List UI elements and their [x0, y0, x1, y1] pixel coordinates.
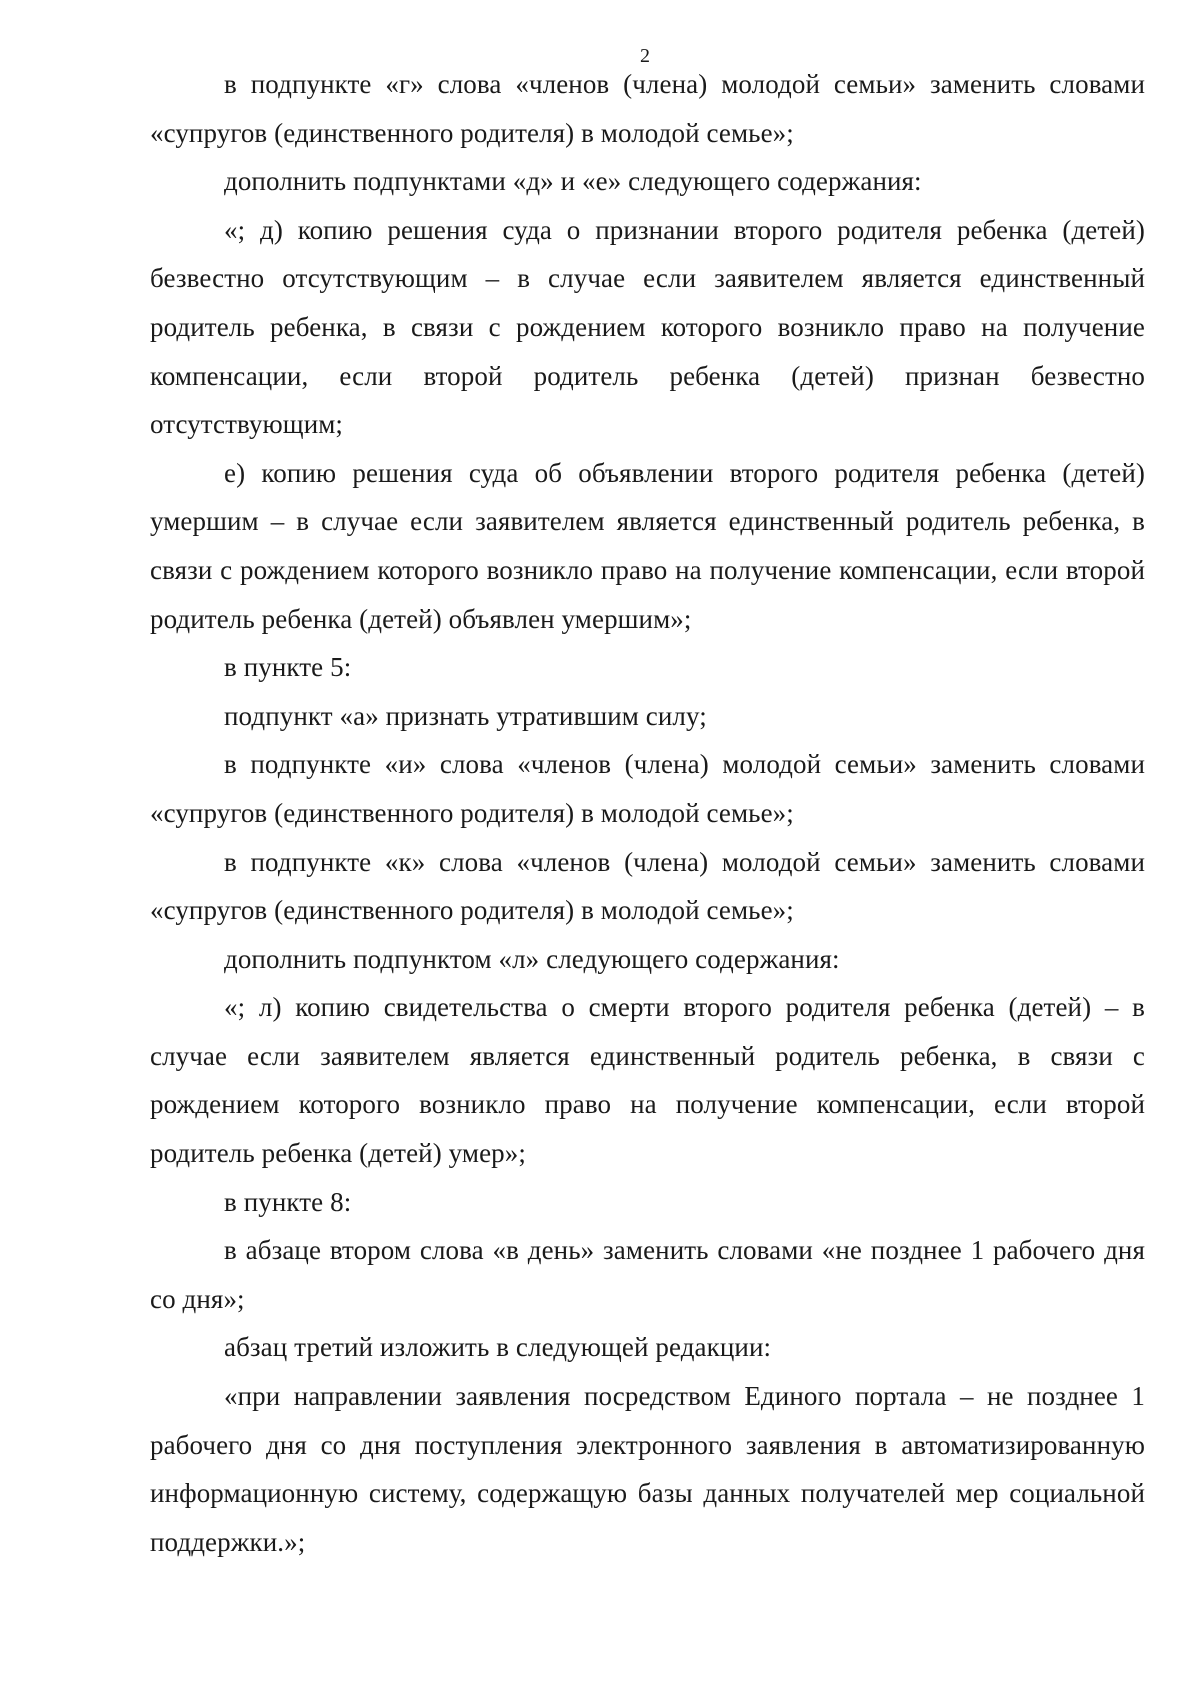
paragraph: дополнить подпунктом «л» следующего содержания:	[224, 943, 840, 974]
paragraph: в пункте 8:	[224, 1186, 352, 1217]
paragraph: в подпункте «и» слова «членов (члена) молодой семьи» заменить словами «супругов (единственного родителя) в молодой семье»;	[150, 749, 1145, 828]
paragraph: подпункт «а» признать утратившим силу;	[224, 700, 707, 731]
paragraph: «; д) копию решения суда о признании второго родителя ребенка (детей) безвестно отсутствующим – в случае если заявителем является единственный родитель ребенка, в связи с рождением которого возникло право на получение компенсации, если второй родитель ребенка (детей) признан безвестно отсутствующим;	[150, 214, 1145, 440]
page-number: 2	[640, 45, 650, 67]
paragraph: в абзаце втором слова «в день» заменить словами «не позднее 1 рабочего дня со дня»;	[150, 1235, 1145, 1314]
paragraph: в подпункте «г» слова «членов (члена) молодой семьи» заменить словами «супругов (единственного родителя) в молодой семье»;	[150, 69, 1145, 148]
document-body	[150, 60, 1145, 1566]
paragraph: в подпункте «к» слова «членов (члена) молодой семьи» заменить словами «супругов (единственного родителя) в молодой семье»;	[150, 846, 1145, 926]
paragraph: «при направлении заявления посредством Единого портала – не позднее 1 рабочего дня со дня поступления электронного заявления в автоматизированную информационную систему, содержащую базы данных получателей мер социальной поддержки.»;	[150, 1381, 1145, 1557]
paragraph: абзац третий изложить в следующей редакции:	[224, 1332, 772, 1363]
paragraph: дополнить подпунктами «д» и «е» следующего содержания:	[224, 166, 922, 197]
paragraph: «; л) копию свидетельства о смерти второго родителя ребенка (детей) – в случае если заявителем является единственный родитель ребенка, в связи с рождением которого возникло право на получение компенсации, если второй родитель ребенка (детей) умер»;	[150, 992, 1145, 1169]
paragraph: в пункте 5:	[224, 652, 352, 683]
paragraph: е) копию решения суда об объявлении второго родителя ребенка (детей) умершим – в случае если заявителем является единственный родитель ребенка, в связи с рождением которого возникло право на получение компенсации, если второй родитель ребенка (детей) объявлен умершим»;	[150, 457, 1145, 634]
